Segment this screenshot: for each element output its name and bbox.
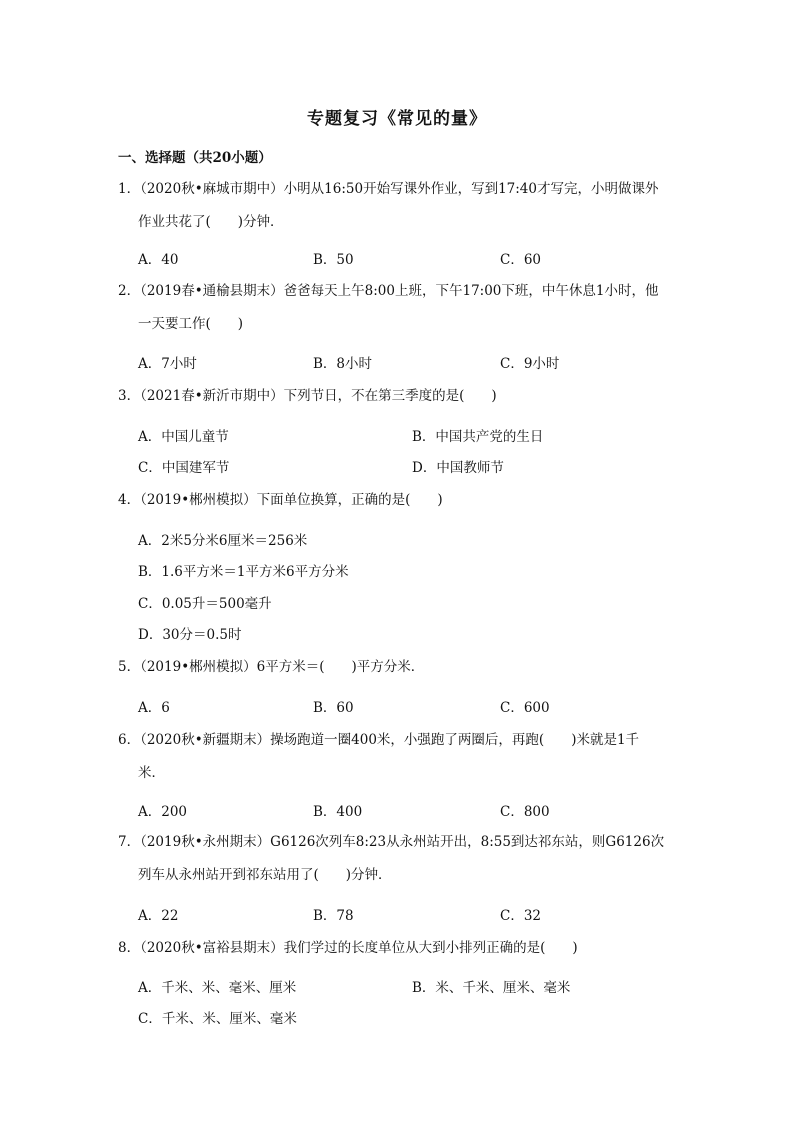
question-text: 4．（2019•郴州模拟）下面单位换算，正确的是( ) (118, 492, 443, 508)
options-8-row-1 (138, 976, 698, 996)
question-text: 8．（2020秋•富裕县期末）我们学过的长度单位从大到小排列正确的是( ) (118, 940, 578, 956)
option-b[interactable]: B．中国共产党的生日 (412, 429, 544, 445)
option-a[interactable]: A．200 (138, 804, 188, 820)
option-c[interactable]: C．中国建军节 (138, 460, 230, 476)
question-text-continued: 一天要工作( ) (138, 316, 244, 332)
options-7 (138, 904, 698, 924)
question-text: 1．（2020秋•麻城市期中）小明从16:50开始写课外作业，写到17:40才写完，小明做课外 (118, 181, 659, 197)
option-c[interactable]: C．千米、米、厘米、毫米 (138, 1011, 297, 1027)
question-text: 5．（2019•郴州模拟）6平方米＝( )平方分米． (118, 659, 425, 675)
option-b[interactable]: B．50 (313, 252, 354, 268)
question-text: 2．（2019春•通榆县期末）爸爸每天上午8:00上班，下午17:00下班，中午休息1小时，他 (118, 283, 659, 299)
option-c[interactable]: C．60 (500, 252, 542, 268)
option-a[interactable]: A．千米、米、毫米、厘米 (138, 980, 297, 996)
question-text: 7．（2019秋•永州期末）G6126次列车8:23从永州站开出，8:55到达祁东站，则G6126次 (118, 834, 665, 850)
option-c[interactable]: C．32 (500, 908, 542, 924)
section-heading: 一、选择题（共20小题） (118, 150, 272, 166)
options-2 (138, 352, 698, 372)
question-text: 3．（2021春•新沂市期中）下列节日，不在第三季度的是( ) (118, 388, 497, 404)
question-text: 6．（2020秋•新疆期末）操场跑道一圈400米，小强跑了两圈后，再跑( )米就是1千 (118, 732, 640, 748)
question-3 (118, 380, 683, 413)
question-text-continued: 列车从永州站开到祁东站用了( )分钟． (138, 867, 392, 883)
option-b[interactable]: B．60 (313, 700, 354, 716)
question-1 (118, 173, 683, 239)
option-a[interactable]: A．40 (138, 252, 179, 268)
option-b[interactable]: B．8小时 (313, 356, 373, 372)
question-8 (118, 932, 683, 965)
options-3-row-2 (138, 456, 698, 476)
options-1 (138, 248, 698, 268)
option-c[interactable]: C．9小时 (500, 356, 560, 372)
option-b[interactable]: B．78 (313, 908, 354, 924)
question-text-continued: 作业共花了( )分钟． (138, 214, 284, 230)
option-d[interactable]: D．中国教师节 (412, 460, 504, 476)
question-text-continued: 米． (138, 765, 165, 781)
option-b[interactable]: B．400 (313, 804, 363, 820)
option-a[interactable]: A．6 (138, 700, 170, 716)
question-7 (118, 826, 683, 892)
question-4 (118, 484, 683, 517)
option-a[interactable]: A．中国儿童节 (138, 429, 229, 445)
option-b[interactable]: B．米、千米、厘米、毫米 (412, 980, 571, 996)
question-2 (118, 275, 683, 341)
page-title: 专题复习《常见的量》 (307, 109, 487, 129)
option-a[interactable]: A．7小时 (138, 356, 197, 372)
option-c[interactable]: C．0.05升＝500毫升 (138, 596, 272, 612)
option-b[interactable]: B．1.6平方米＝1平方米6平方分米 (138, 564, 349, 580)
option-c[interactable]: C．800 (500, 804, 550, 820)
option-d[interactable]: D．30分＝0.5时 (138, 627, 242, 643)
option-c[interactable]: C．600 (500, 700, 550, 716)
options-3-row-1 (138, 425, 698, 445)
options-6 (138, 800, 698, 820)
question-6 (118, 724, 683, 790)
question-5 (118, 651, 683, 684)
option-a[interactable]: A．22 (138, 908, 179, 924)
option-a[interactable]: A．2米5分米6厘米＝256米 (138, 533, 308, 549)
options-5 (138, 696, 698, 716)
